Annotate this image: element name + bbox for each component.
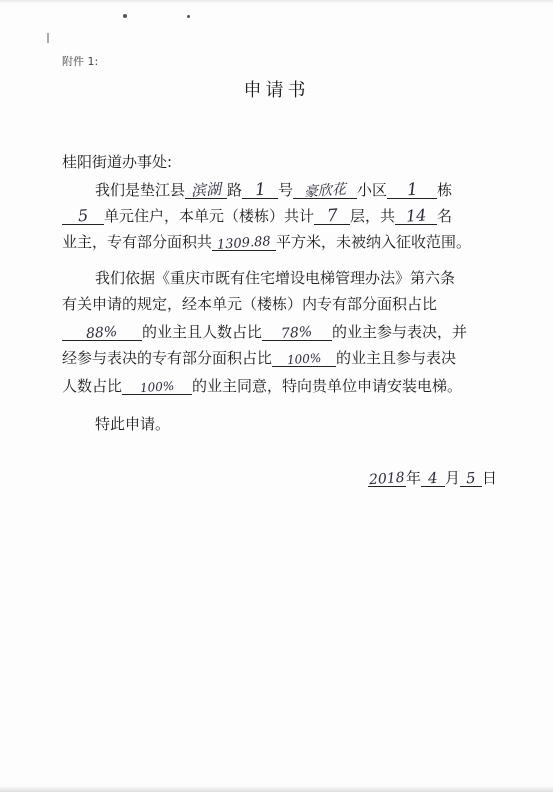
- area-ratio-field: [62, 322, 142, 341]
- building-field: [387, 180, 437, 199]
- scan-edge-top: [0, 0, 553, 4]
- para2-line5: [62, 376, 462, 396]
- para1-line3: [62, 232, 471, 252]
- para2-line3: [62, 322, 467, 342]
- community-field: [293, 180, 357, 199]
- para2-line2: [62, 294, 437, 314]
- para2-text: 经参与表决的专有部分面积占比: [62, 349, 273, 367]
- scan-speck: [47, 33, 49, 43]
- area-value: 1309.88: [216, 234, 272, 253]
- scan-speck: [187, 15, 190, 18]
- para1-line1: [95, 180, 452, 200]
- unit-value: 5: [77, 205, 89, 226]
- day-field: [460, 468, 482, 487]
- owners-value: 14: [405, 205, 427, 226]
- closing-line: [95, 414, 170, 434]
- community-value: 豪欣花: [303, 181, 347, 201]
- month-value: 4: [427, 468, 439, 488]
- vote-area-ratio-field: [272, 348, 336, 367]
- attachment-label: 附件 1:: [62, 55, 99, 68]
- para1-line2: [62, 206, 452, 226]
- para1-text: 名: [437, 207, 453, 225]
- para2-line4: [62, 348, 456, 368]
- para1-text: 平方米，未被纳入征收范围。: [276, 233, 472, 251]
- vote-people-ratio-field: [122, 376, 192, 395]
- para2-line1: [95, 268, 455, 288]
- addressee-line: [62, 152, 172, 172]
- owners-field: [395, 206, 437, 225]
- page-title: 申请书: [243, 80, 310, 101]
- para1-text: 栋: [437, 181, 453, 199]
- road-name-field: [185, 180, 227, 199]
- scan-speck: [123, 14, 127, 18]
- people-ratio-field: [262, 322, 332, 341]
- para1-text: 号: [278, 181, 294, 199]
- vote-area-ratio-value: 100%: [286, 350, 322, 368]
- year-value: 2018: [368, 469, 406, 489]
- para2-text: 有关申请的规定，经本单元（楼栋）内专有部分面积占比: [62, 295, 438, 313]
- para2-text: 的业主同意，特向贵单位申请安装电梯。: [192, 377, 463, 395]
- scan-edge-bottom: [0, 786, 553, 792]
- para2-text: 人数占比: [62, 377, 123, 395]
- year-field: [368, 468, 406, 487]
- para1-text: 业主，专有部分面积共: [62, 233, 213, 251]
- vote-people-ratio-value: 100%: [139, 378, 175, 396]
- road-name-value: 滨湖: [190, 179, 222, 201]
- number-value: 1: [253, 179, 267, 201]
- para1-text: 路: [227, 181, 243, 199]
- para1-text: 我们是垫江县: [95, 181, 186, 199]
- date-text: 月: [445, 469, 461, 487]
- number-field: [242, 180, 278, 199]
- floors-field: [314, 206, 350, 225]
- area-field: [212, 232, 276, 251]
- area-ratio-value: 88%: [85, 323, 119, 343]
- day-value: 5: [465, 468, 477, 488]
- para1-text: 小区: [357, 181, 388, 199]
- para1-text: 层，共: [350, 207, 396, 225]
- para1-text: 单元住户，本单元（楼栋）共计: [104, 207, 315, 225]
- date-text: 年: [406, 469, 422, 487]
- unit-field: [62, 206, 104, 225]
- month-field: [421, 468, 445, 487]
- date-line: [368, 468, 497, 488]
- para2-text: 的业主且参与表决: [336, 349, 457, 367]
- closing: 特此申请。: [95, 415, 171, 433]
- date-text: 日: [482, 469, 498, 487]
- para2-text: 我们依据《重庆市既有住宅增设电梯管理办法》第六条: [95, 269, 456, 287]
- para2-text: 的业主且人数占比: [142, 323, 263, 341]
- floors-value: 7: [325, 205, 339, 227]
- para2-text: 的业主参与表决，并: [332, 323, 468, 341]
- addressee: 桂阳街道办事处:: [62, 153, 173, 171]
- people-ratio-value: 78%: [280, 323, 314, 343]
- building-value: 1: [405, 179, 419, 201]
